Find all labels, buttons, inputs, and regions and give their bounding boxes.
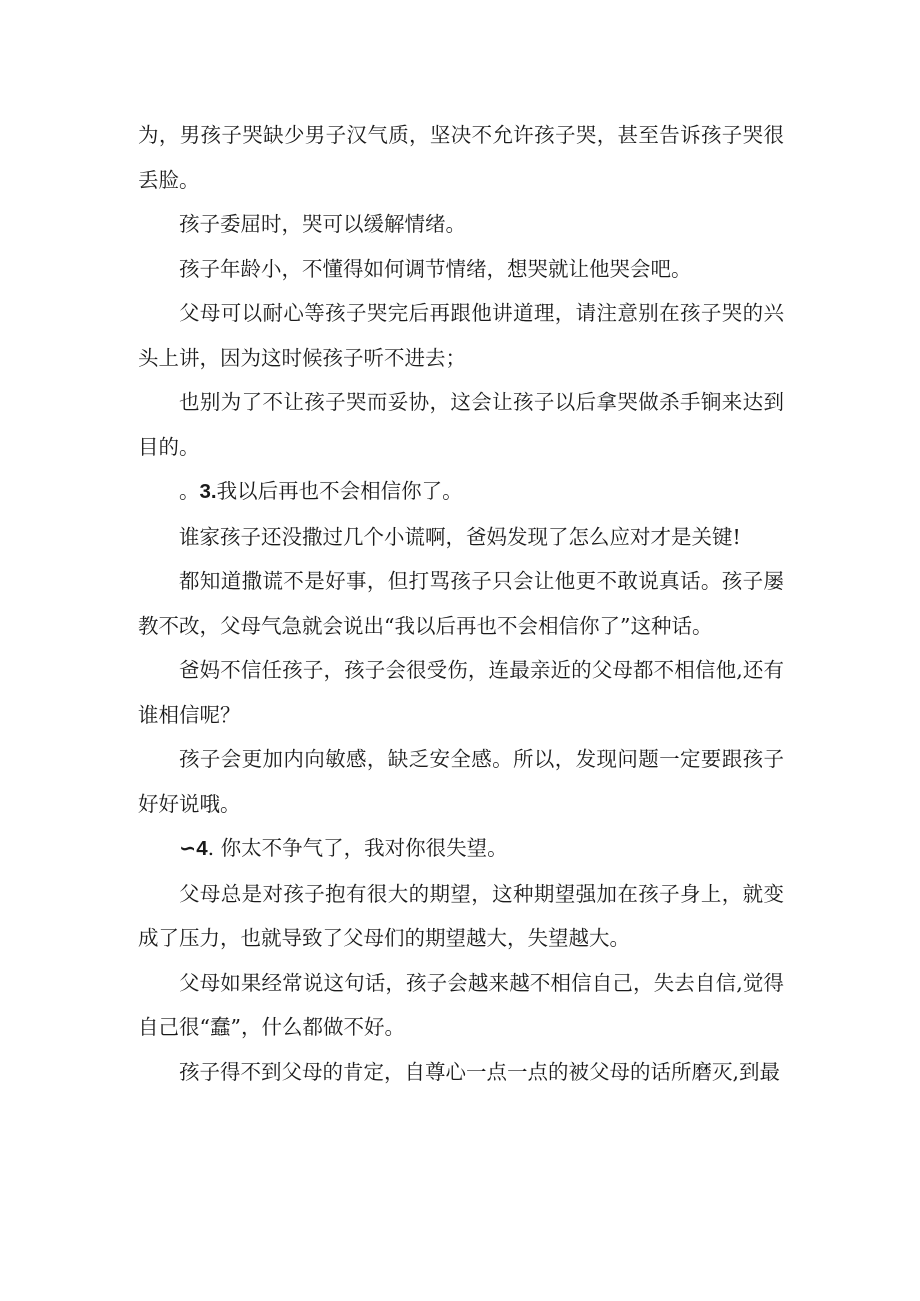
paragraph: 孩子会更加内向敏感，缺乏安全感。所以，发现问题一定要跟孩子好好说哦。 [138,747,784,816]
paragraph: 父母如果经常说这句话，孩子会越来越不相信自己，失去自信,觉得自己很“蠢”，什么都做不好。 [138,970,784,1039]
paragraph: 父母总是对孩子抱有很大的期望，这种期望强加在孩子身上，就变成了压力，也就导致了父母们的期望越大，失望越大。 [138,881,784,950]
paragraph: 父母可以耐心等孩子哭完后再跟他讲道理，请注意别在孩子哭的兴头上讲，因为这时候孩子听不进去； [138,301,784,370]
heading-text: . 你太不争气了，我对你很失望。 [207,836,508,860]
heading-number: 4 [196,837,208,860]
paragraph: 也别为了不让孩子哭而妥协，这会让孩子以后拿哭做杀手锏来达到目的。 [138,390,784,459]
heading-prefix: 。 [179,479,200,503]
heading-text: 我以后再也不会相信你了。 [216,479,463,503]
paragraph: 孩子年龄小，不懂得如何调节情绪，想哭就让他哭会吧。 [179,256,692,281]
document-body [138,113,784,1094]
paragraph: 谁家孩子还没撒过几个小谎啊，爸妈发现了怎么应对才是关键! [179,524,741,549]
heading-prefix: ∽ [179,837,197,860]
paragraph: 都知道撒谎不是好事，但打骂孩子只会让他更不敢说真话。孩子屡教不改，父母气急就会说出“我以后再也不会相信你了”这种话。 [138,569,784,638]
paragraph: 爸妈不信任孩子，孩子会很受伤，连最亲近的父母都不相信他,还有谁相信呢？ [138,658,784,727]
paragraph: 孩子得不到父母的肯定，自尊心一点一点的被父母的话所磨灭,到最 [179,1059,781,1084]
heading-number: 3. [199,480,217,503]
section-heading-3 [138,469,784,515]
paragraph: 孩子委屈时，哭可以缓解情绪。 [179,212,466,236]
paragraph: 为，男孩子哭缺少男子汉气质，坚决不允许孩子哭，甚至告诉孩子哭很丢脸。 [138,123,784,192]
section-heading-4 [138,826,784,872]
